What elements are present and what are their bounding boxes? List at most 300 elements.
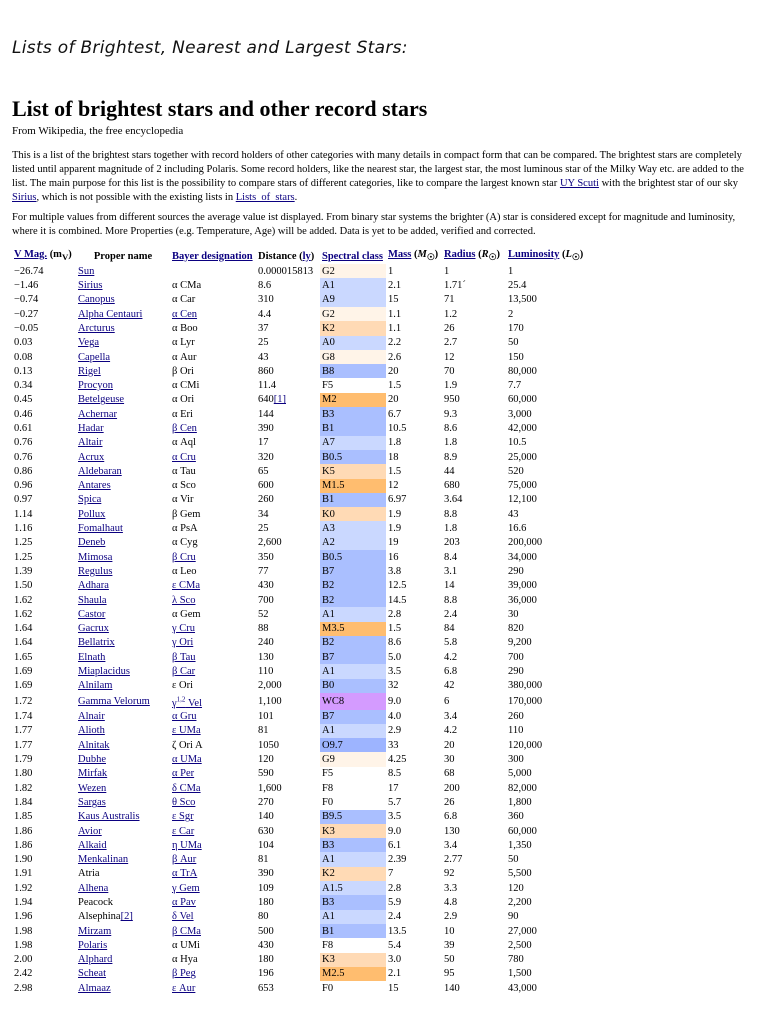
bayer-designation[interactable]: β Car	[172, 666, 196, 678]
name-cell[interactable]	[76, 938, 170, 952]
table-row	[12, 981, 590, 995]
star-name[interactable]: Alhena	[78, 882, 109, 894]
star-name[interactable]: Menkalinan	[78, 854, 129, 866]
mass-cell	[386, 953, 442, 967]
name-cell[interactable]	[76, 767, 170, 781]
bayer-designation: α Cyg	[172, 537, 198, 549]
bayer-cell[interactable]	[170, 924, 256, 938]
col-bayer-header[interactable]	[170, 248, 256, 264]
radius-value: 26	[444, 796, 455, 808]
bayer-designation[interactable]: θ Sco	[172, 796, 196, 808]
spectral-value: F5	[322, 380, 334, 392]
luminosity-cell	[506, 824, 590, 838]
vmag-cell	[12, 895, 76, 909]
distance-value: 180	[258, 897, 274, 908]
handwritten-title: Lists of Brightest, Nearest and Largest Stars:	[12, 38, 408, 58]
table-row	[12, 407, 590, 421]
name-cell[interactable]	[76, 278, 170, 292]
bayer-designation[interactable]: β Cru	[172, 551, 196, 563]
bayer-designation[interactable]: η UMa	[172, 839, 202, 851]
bayer-designation[interactable]: ε Car	[172, 825, 195, 837]
mass-cell	[386, 521, 442, 535]
bayer-cell[interactable]	[170, 795, 256, 809]
luminosity-value: 300	[508, 754, 524, 766]
star-name[interactable]: Dubhe	[78, 754, 106, 766]
luminosity-cell	[506, 838, 590, 852]
star-name[interactable]: Fomalhaut	[78, 523, 123, 535]
distance-value: 700	[258, 594, 274, 606]
bayer-cell[interactable]	[170, 421, 256, 435]
star-name[interactable]: Rigel	[78, 365, 101, 377]
bayer-designation[interactable]: β Tau	[172, 651, 196, 663]
name-cell[interactable]	[76, 321, 170, 335]
star-name[interactable]: Gamma Velorum	[78, 695, 150, 707]
name-cell[interactable]	[76, 810, 170, 824]
luminosity-value: 36,000	[508, 594, 537, 606]
star-name[interactable]: Scheat	[78, 968, 106, 980]
star-name[interactable]: Gacrux	[78, 623, 109, 635]
bayer-designation[interactable]: β Peg	[172, 968, 196, 980]
luminosity-value: 50	[508, 337, 519, 349]
star-name[interactable]: Avior	[78, 825, 102, 837]
star-name[interactable]: Miaplacidus	[78, 666, 130, 678]
distance-value: 8.6	[258, 280, 272, 292]
bayer-cell[interactable]	[170, 593, 256, 607]
col-mass-header[interactable]	[386, 248, 442, 264]
luminosity-value: 290	[508, 565, 524, 577]
vmag-value: 1.84	[14, 796, 33, 808]
star-name[interactable]: Alpha Centauri	[78, 308, 143, 320]
spectral-cell	[320, 607, 386, 621]
bayer-cell[interactable]	[170, 579, 256, 593]
luminosity-cell	[506, 752, 590, 766]
vmag-cell	[12, 421, 76, 435]
mass-value: 20	[388, 394, 399, 406]
bayer-designation[interactable]: ε UMa	[172, 725, 201, 737]
spectral-value: K3	[322, 825, 335, 837]
spectral-value: F8	[322, 782, 334, 794]
bayer-designation: α Car	[172, 294, 196, 306]
spectral-value: B1	[322, 925, 335, 937]
luminosity-value: 80,000	[508, 365, 537, 377]
mass-cell	[386, 393, 442, 407]
name-cell[interactable]	[76, 378, 170, 392]
name-cell[interactable]	[76, 664, 170, 678]
bayer-cell[interactable]	[170, 664, 256, 678]
star-name[interactable]: Regulus	[78, 565, 113, 577]
page-subtitle: From Wikipedia, the free encyclopedia	[12, 125, 184, 137]
page-title: List of brightest stars and other record stars	[12, 96, 428, 121]
distance-cell	[256, 738, 320, 752]
star-name[interactable]: Sargas	[78, 796, 106, 808]
bayer-designation[interactable]: α Pav	[172, 897, 196, 908]
name-cell[interactable]	[76, 493, 170, 507]
radius-cell	[442, 293, 506, 307]
spectral-cell	[320, 507, 386, 521]
bayer-cell[interactable]	[170, 824, 256, 838]
name-cell[interactable]	[76, 407, 170, 421]
name-cell[interactable]	[76, 981, 170, 995]
vmag-value: 0.97	[14, 494, 33, 506]
distance-cell	[256, 307, 320, 321]
spectral-cell	[320, 981, 386, 995]
name-cell	[76, 867, 170, 881]
name-cell[interactable]	[76, 264, 170, 278]
bayer-cell[interactable]	[170, 981, 256, 995]
mass-cell	[386, 336, 442, 350]
name-cell[interactable]	[76, 536, 170, 550]
spectral-value: K2	[322, 322, 335, 334]
star-name[interactable]: Deneb	[78, 537, 106, 549]
name-cell[interactable]	[76, 464, 170, 478]
star-name[interactable]: Mirzam	[78, 925, 112, 937]
radius-value: 203	[444, 537, 460, 549]
star-name[interactable]: Canopus	[78, 294, 115, 306]
spectral-cell	[320, 393, 386, 407]
vmag-value: 0.61	[14, 423, 33, 434]
name-cell[interactable]	[76, 781, 170, 795]
name-cell[interactable]	[76, 450, 170, 464]
name-cell[interactable]	[76, 710, 170, 724]
bayer-cell[interactable]	[170, 781, 256, 795]
luminosity-cell	[506, 910, 590, 924]
luminosity-cell	[506, 767, 590, 781]
name-cell[interactable]	[76, 293, 170, 307]
spectral-value: WC8	[322, 695, 345, 707]
name-cell[interactable]	[76, 693, 170, 710]
bayer-cell[interactable]	[170, 650, 256, 664]
bayer-designation[interactable]: ε Sgr	[172, 811, 194, 823]
name-cell[interactable]	[76, 593, 170, 607]
star-name[interactable]: Elnath	[78, 651, 106, 663]
distance-cell	[256, 938, 320, 952]
bayer-designation[interactable]: α Per	[172, 768, 195, 780]
table-row	[12, 579, 590, 593]
bayer-designation[interactable]: γ Ori	[172, 637, 194, 649]
vmag-cell	[12, 693, 76, 710]
bayer-cell	[170, 393, 256, 407]
distance-cell	[256, 795, 320, 809]
name-cell[interactable]	[76, 679, 170, 693]
vmag-link[interactable]: V Mag.	[14, 249, 48, 260]
bayer-designation[interactable]: γ Cru	[172, 623, 196, 635]
star-name: Alsephina	[78, 911, 121, 923]
bayer-designation[interactable]: β Aur	[172, 854, 197, 866]
lists-of-stars-link[interactable]: Lists_of_stars	[235, 192, 295, 203]
name-cell[interactable]	[76, 838, 170, 852]
radius-value: 4.8	[444, 897, 458, 908]
star-name[interactable]: Alnitak	[78, 739, 110, 751]
bayer-cell[interactable]	[170, 967, 256, 981]
bayer-cell[interactable]	[170, 724, 256, 738]
bayer-designation[interactable]: α Cen	[172, 308, 198, 320]
name-cell[interactable]	[76, 436, 170, 450]
bayer-designation[interactable]: δ CMa	[172, 782, 201, 794]
name-cell[interactable]	[76, 579, 170, 593]
name-cell[interactable]	[76, 852, 170, 866]
star-name[interactable]: Polaris	[78, 939, 108, 951]
star-name[interactable]: Antares	[78, 480, 111, 492]
bayer-designation[interactable]: α Cru	[172, 451, 196, 463]
sirius-link[interactable]: Sirius	[12, 192, 37, 203]
mass-cell	[386, 536, 442, 550]
spectral-cell	[320, 693, 386, 710]
radius-cell	[442, 307, 506, 321]
name-ref-link[interactable]: [2]	[120, 911, 133, 923]
name-cell[interactable]	[76, 752, 170, 766]
spectral-link[interactable]: Spectral class	[322, 250, 383, 262]
vmag-cell	[12, 679, 76, 693]
name-cell[interactable]	[76, 364, 170, 378]
bayer-designation[interactable]: ε Aur	[172, 982, 196, 994]
name-cell[interactable]	[76, 924, 170, 938]
star-name[interactable]: Sun	[78, 265, 95, 277]
star-name[interactable]: Wezen	[78, 782, 107, 794]
mass-link[interactable]: Mass	[388, 249, 412, 260]
col-distance-header	[256, 248, 320, 264]
bayer-designation[interactable]: α Gru	[172, 711, 197, 723]
col-vmag-header[interactable]	[12, 248, 76, 264]
bayer-cell[interactable]	[170, 895, 256, 909]
bayer-designation[interactable]: β CMa	[172, 925, 201, 937]
radius-cell	[442, 507, 506, 521]
bayer-cell	[170, 536, 256, 550]
bayer-designation[interactable]: β Cen	[172, 423, 197, 434]
bayer-cell[interactable]	[170, 622, 256, 636]
bayer-cell[interactable]	[170, 867, 256, 881]
radius-value: 2.77	[444, 854, 463, 866]
radius-value: 8.8	[444, 594, 458, 606]
radius-link[interactable]: Radius	[444, 249, 476, 260]
spectral-cell	[320, 564, 386, 578]
bayer-cell[interactable]	[170, 450, 256, 464]
luminosity-value: 1,350	[508, 839, 532, 851]
name-cell[interactable]	[76, 738, 170, 752]
table-row	[12, 550, 590, 564]
luminosity-cell	[506, 810, 590, 824]
name-cell[interactable]	[76, 607, 170, 621]
table-row	[12, 536, 590, 550]
vmag-value: −0.74	[14, 294, 39, 306]
vmag-cell	[12, 493, 76, 507]
distance-value: 34	[258, 508, 269, 520]
spectral-cell	[320, 767, 386, 781]
bayer-cell[interactable]	[170, 881, 256, 895]
spectral-cell	[320, 593, 386, 607]
radius-value: 200	[444, 782, 460, 794]
luminosity-cell	[506, 795, 590, 809]
radius-cell	[442, 278, 506, 292]
spectral-cell	[320, 752, 386, 766]
star-name[interactable]: Spica	[78, 494, 102, 506]
table-row	[12, 321, 590, 335]
bayer-cell[interactable]	[170, 550, 256, 564]
radius-value: 68	[444, 768, 455, 780]
star-name[interactable]: Mirfak	[78, 768, 108, 780]
spectral-cell	[320, 278, 386, 292]
star-name[interactable]: Procyon	[78, 380, 113, 392]
distance-cell	[256, 767, 320, 781]
name-cell[interactable]	[76, 307, 170, 321]
table-row	[12, 967, 590, 981]
name-cell[interactable]	[76, 953, 170, 967]
star-name[interactable]: Pollux	[78, 508, 106, 520]
star-name[interactable]: Alnilam	[78, 680, 113, 692]
star-name[interactable]: Bellatrix	[78, 637, 115, 649]
star-name[interactable]: Hadar	[78, 423, 104, 434]
luminosity-cell	[506, 536, 590, 550]
name-cell[interactable]	[76, 421, 170, 435]
bayer-designation[interactable]: α UMa	[172, 754, 202, 766]
star-name[interactable]: Shaula	[78, 594, 107, 606]
col-spectral-header[interactable]	[320, 248, 386, 264]
intro-text-c: , which is not possible with the existing lists in	[36, 192, 236, 203]
luminosity-cell	[506, 693, 590, 710]
star-name[interactable]: Achernar	[78, 408, 118, 420]
bayer-designation[interactable]: α TrA	[172, 868, 198, 880]
star-name[interactable]: Altair	[78, 437, 103, 449]
table-row	[12, 752, 590, 766]
radius-value: 9.3	[444, 408, 458, 420]
vmag-value: 1.94	[14, 897, 33, 908]
bayer-link[interactable]: Bayer designation	[172, 250, 253, 262]
star-name[interactable]: Mimosa	[78, 551, 113, 563]
name-cell[interactable]	[76, 881, 170, 895]
star-name[interactable]: Vega	[78, 337, 99, 349]
name-cell[interactable]	[76, 479, 170, 493]
bayer-designation[interactable]: ε CMa	[172, 580, 201, 592]
spectral-cell	[320, 622, 386, 636]
bayer-designation[interactable]: γ$^{1,2}$ Vel	[172, 695, 203, 709]
bayer-cell[interactable]	[170, 693, 256, 710]
spectral-value: G2	[322, 308, 335, 320]
bayer-cell[interactable]	[170, 838, 256, 852]
vmag-cell	[12, 767, 76, 781]
name-cell[interactable]	[76, 393, 170, 407]
star-name[interactable]: Arcturus	[78, 322, 115, 334]
star-name[interactable]: Aldebaran	[78, 465, 122, 477]
name-cell[interactable]	[76, 507, 170, 521]
star-name[interactable]: Acrux	[78, 451, 105, 463]
bayer-cell	[170, 938, 256, 952]
name-cell[interactable]	[76, 724, 170, 738]
table-row	[12, 810, 590, 824]
star-name[interactable]: Alnair	[78, 711, 105, 723]
table-row	[12, 450, 590, 464]
table-row	[12, 710, 590, 724]
vmag-cell	[12, 924, 76, 938]
bayer-designation[interactable]: δ Vel	[172, 911, 194, 923]
luminosity-value: 120,000	[508, 739, 543, 751]
spectral-value: K0	[322, 508, 335, 520]
ly-link[interactable]: ly	[302, 250, 311, 262]
name-cell[interactable]	[76, 824, 170, 838]
radius-cell	[442, 781, 506, 795]
luminosity-cell	[506, 607, 590, 621]
col-luminosity-header[interactable]	[506, 248, 590, 264]
radius-value: 8.4	[444, 551, 458, 563]
bayer-cell[interactable]	[170, 852, 256, 866]
spectral-value: F0	[322, 982, 334, 994]
star-name[interactable]: Capella	[78, 351, 111, 363]
vmag-value: 1.74	[14, 711, 33, 723]
star-name[interactable]: Alioth	[78, 725, 105, 737]
radius-value: 5.8	[444, 637, 458, 649]
name-cell[interactable]	[76, 650, 170, 664]
distance-cell	[256, 710, 320, 724]
distance-cell	[256, 781, 320, 795]
spectral-cell	[320, 450, 386, 464]
star-name[interactable]: Alphard	[78, 954, 113, 966]
vmag-cell	[12, 378, 76, 392]
vmag-value: 0.34	[14, 380, 33, 392]
name-cell[interactable]	[76, 336, 170, 350]
distance-cell	[256, 679, 320, 693]
table-row	[12, 293, 590, 307]
star-name[interactable]: Alkaid	[78, 839, 107, 851]
radius-cell	[442, 924, 506, 938]
star-name[interactable]: Castor	[78, 608, 106, 620]
luminosity-link[interactable]: Luminosity	[508, 249, 560, 260]
radius-value: 1.71´	[444, 280, 466, 292]
table-row	[12, 664, 590, 678]
luminosity-cell	[506, 724, 590, 738]
name-cell[interactable]	[76, 550, 170, 564]
star-name[interactable]: Adhara	[78, 580, 109, 592]
radius-value: 30	[444, 754, 455, 766]
name-cell[interactable]	[76, 564, 170, 578]
radius-value: 39	[444, 939, 455, 951]
name-cell[interactable]	[76, 521, 170, 535]
name-cell[interactable]	[76, 795, 170, 809]
bayer-cell[interactable]	[170, 752, 256, 766]
bayer-cell[interactable]	[170, 810, 256, 824]
bayer-designation[interactable]: γ Gem	[172, 882, 200, 894]
name-cell[interactable]	[76, 636, 170, 650]
luminosity-value: 780	[508, 954, 524, 966]
star-name[interactable]: Betelgeuse	[78, 394, 125, 406]
bayer-designation[interactable]: λ Sco	[172, 594, 196, 606]
name-cell[interactable]	[76, 622, 170, 636]
bayer-cell[interactable]	[170, 307, 256, 321]
vmag-value: 1.90	[14, 854, 33, 866]
bayer-designation: α Vir	[172, 494, 194, 506]
luminosity-value: 82,000	[508, 782, 537, 794]
radius-value: 1.9	[444, 380, 458, 392]
star-name[interactable]: Kaus Australis	[78, 811, 140, 823]
bayer-designation: β Ori	[172, 365, 194, 377]
bayer-designation: α Gem	[172, 608, 201, 620]
mass-value: 19	[388, 537, 399, 549]
star-name[interactable]: Almaaz	[78, 982, 111, 994]
radius-cell	[442, 521, 506, 535]
bayer-cell	[170, 350, 256, 364]
bayer-cell[interactable]	[170, 710, 256, 724]
name-cell[interactable]	[76, 350, 170, 364]
col-radius-header[interactable]	[442, 248, 506, 264]
name-cell[interactable]	[76, 967, 170, 981]
uy-scuti-link[interactable]: UY Scuti	[559, 178, 599, 189]
bayer-designation: α Ori	[172, 394, 195, 406]
bayer-cell[interactable]	[170, 910, 256, 924]
table-row	[12, 264, 590, 278]
bayer-cell[interactable]	[170, 636, 256, 650]
bayer-cell[interactable]	[170, 767, 256, 781]
star-name[interactable]: Sirius	[78, 280, 103, 292]
radius-value: 3.1	[444, 565, 458, 577]
distance-ref-link[interactable]: [1]	[273, 394, 286, 406]
bayer-cell	[170, 321, 256, 335]
